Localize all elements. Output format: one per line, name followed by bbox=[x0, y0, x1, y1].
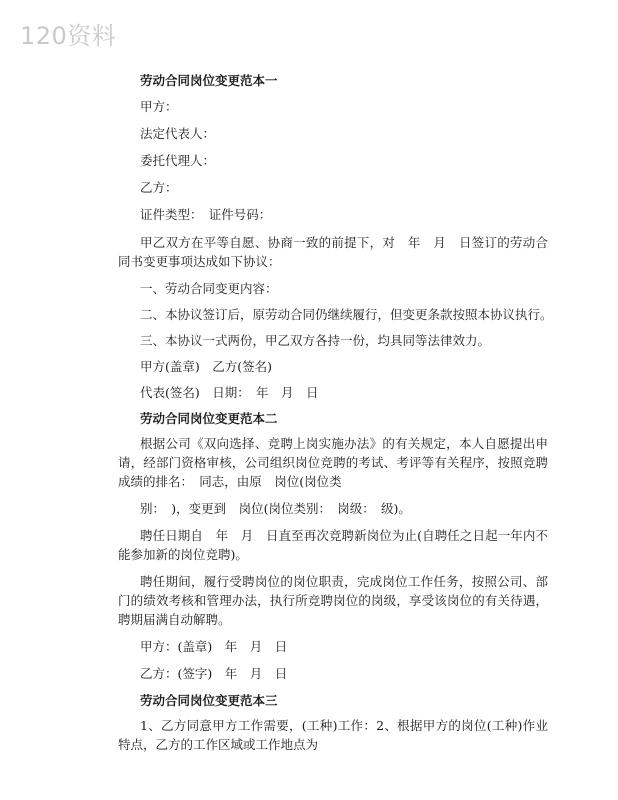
watermark-logo: 120资料 bbox=[20, 22, 117, 50]
party-a-line: 甲方： bbox=[140, 99, 178, 114]
item-3: 三、本协议一式两份，甲乙双方各持一份，均具同等法律效力。 bbox=[140, 333, 491, 348]
section2-sign-a: 甲方：(盖章) 年 月 日 bbox=[140, 639, 288, 654]
agent-line: 委托代理人： bbox=[140, 153, 216, 168]
document-page bbox=[118, 70, 553, 754]
section3-title: 劳动合同岗位变更范本三 bbox=[140, 693, 278, 708]
item-1: 一、劳动合同变更内容： bbox=[140, 281, 278, 296]
signature-line-1: 甲方(盖章) 乙方(签名) bbox=[140, 359, 273, 374]
section1-title: 劳动合同岗位变更范本一 bbox=[140, 73, 278, 88]
party-b-line: 乙方： bbox=[140, 180, 178, 195]
section2-paragraph-1: 根据公司《双向选择、竞聘上岗实施办法》的有关规定，本人自愿提出申请，经部门资格审核，公司组织岗位竞聘的考试、考评等有关程序，按照竞聘成绩的排名： 同志，由原 岗位(岗位类 bbox=[118, 436, 548, 489]
section2-paragraph-3: 聘任期间，履行受聘岗位的岗位职责，完成岗位工作任务，按照公司、部门的绩效考核和管理办法，执行所竞聘岗位的岗级，享受该岗位的有关待遇，聘期届满自动解聘。 bbox=[118, 574, 548, 627]
signature-line-2: 代表(签名) 日期： 年 月 日 bbox=[140, 385, 319, 400]
legal-rep-line: 法定代表人： bbox=[140, 126, 216, 141]
id-line: 证件类型： 证件号码： bbox=[140, 207, 272, 222]
section2-sign-b: 乙方：(签字) 年 月 日 bbox=[140, 666, 288, 681]
section2-paragraph-2: 聘任日期自 年 月 日直至再次竞聘新岗位为止(自聘任之日起一年内不能参加新的岗位竞聘)。 bbox=[118, 528, 548, 562]
item-2: 二、本协议签订后，原劳动合同仍继续履行，但变更条款按照本协议执行。 bbox=[140, 307, 553, 322]
section2-title: 劳动合同岗位变更范本二 bbox=[140, 411, 278, 426]
intro-paragraph: 甲乙双方在平等自愿、协商一致的前提下，对 年 月 日签订的劳动合同书变更事项达成如下协议： bbox=[118, 235, 548, 269]
section2-paragraph-1-cont: 别： )，变更到 岗位(岗位类别： 岗级： 级)。 bbox=[140, 501, 411, 516]
section3-paragraph-1: 1、乙方同意甲方工作需要，(工种)工作：2、根据甲方的岗位(工种)作业特点，乙方的工作区域或工作地点为 bbox=[118, 718, 548, 752]
